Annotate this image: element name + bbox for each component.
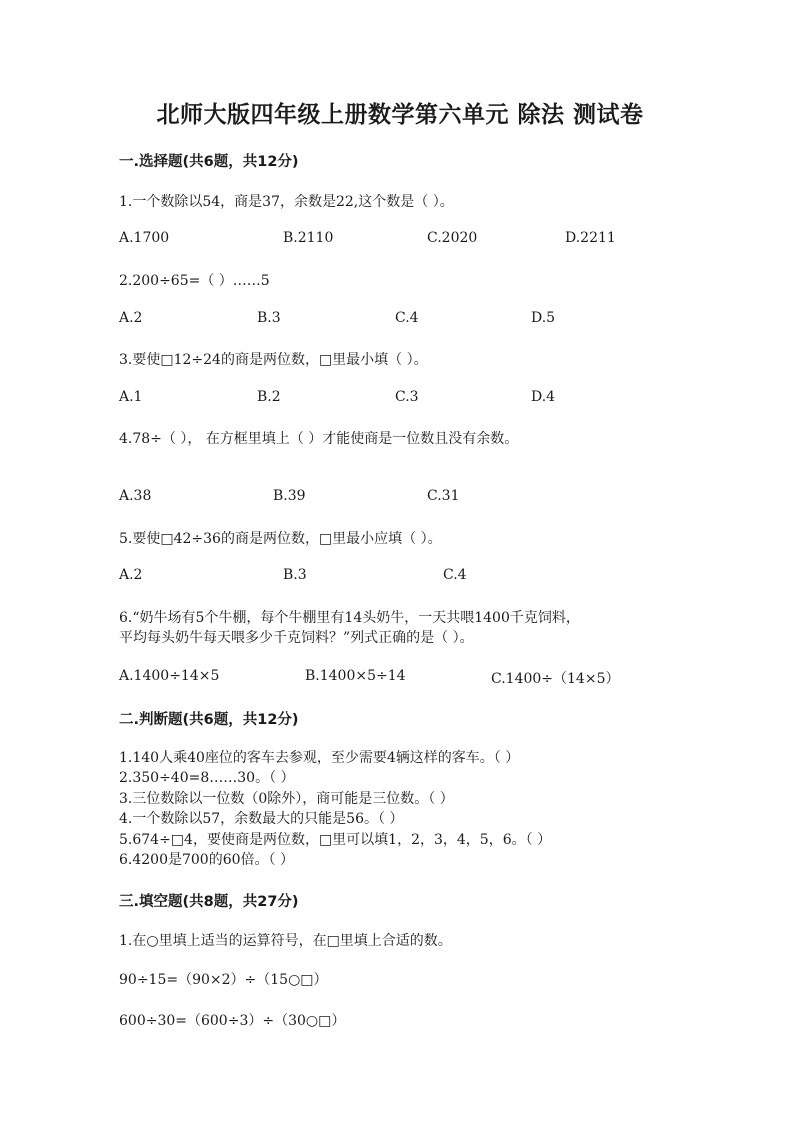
- judgement-item-6: 6.4200是700的60倍。（ ）: [119, 852, 294, 868]
- option-c: C.31: [427, 488, 460, 504]
- option-a: A.2: [119, 567, 143, 583]
- option-b: B.1400×5÷14: [305, 668, 406, 684]
- option-b: B.2: [257, 389, 281, 405]
- option-d: D.2211: [565, 230, 616, 246]
- option-a: A.2: [119, 310, 143, 326]
- option-d: D.5: [531, 310, 556, 326]
- option-b: B.39: [273, 488, 306, 504]
- question-3: 3.要使□12÷24的商是两位数，□里最小填（ ）。: [119, 352, 428, 368]
- judgement-item-1: 1.140人乘40座位的客车去参观，至少需要4辆这样的客车。（ ）: [119, 750, 520, 766]
- option-c: C.2020: [427, 230, 478, 246]
- option-c: C.3: [395, 389, 419, 405]
- option-b: B.3: [257, 310, 281, 326]
- option-b: B.2110: [283, 230, 334, 246]
- equation-1: 90÷15=（90×2）÷（15○□）: [119, 972, 328, 988]
- option-a: A.1: [119, 389, 143, 405]
- equation-2: 600÷30=（600÷3）÷（30○□）: [119, 1013, 346, 1029]
- question-2: 2.200÷65=（ ）……5: [119, 273, 270, 289]
- judgement-item-2: 2.350÷40=8……30。（ ）: [119, 770, 295, 786]
- judgement-item-4: 4.一个数除以57，余数最大的只能是56。（ ）: [119, 811, 404, 827]
- question-6-line-1: 6.“奶牛场有5个牛棚，每个牛棚里有14头奶牛，一天共喂1400千克饲料，: [119, 610, 580, 626]
- section-heading-judgement: 二.判断题(共6题，共12分): [119, 712, 299, 728]
- question-5: 5.要使□42÷36的商是两位数，□里最小应填（ ）。: [119, 531, 442, 547]
- option-b: B.3: [283, 567, 307, 583]
- option-c: C.4: [395, 310, 419, 326]
- option-a: A.1700: [119, 230, 170, 246]
- section-heading-choice: 一.选择题(共6题，共12分): [119, 154, 299, 170]
- option-c: C.4: [443, 567, 467, 583]
- option-a: A.1400÷14×5: [119, 668, 220, 684]
- question-6-line-2: 平均每头奶牛每天喂多少千克饲料？”列式正确的是（ ）。: [119, 630, 474, 646]
- section-heading-fill-in: 三.填空题(共8题，共27分): [119, 894, 299, 910]
- question-4: 4.78÷（ ）， 在方框里填上（ ）才能使商是一位数且没有余数。: [119, 431, 519, 447]
- question-1: 1.一个数除以54，商是37，余数是22,这个数是（ ）。: [119, 194, 454, 210]
- option-c: C.1400÷（14×5）: [491, 671, 620, 687]
- judgement-item-5: 5.674÷□4，要使商是两位数，□里可以填1，2，3，4，5，6。（ ）: [119, 832, 552, 848]
- judgement-item-3: 3.三位数除以一位数（0除外），商可能是三位数。（ ）: [119, 791, 454, 807]
- page-title: 北师大版四年级上册数学第六单元 除法 测试卷: [156, 102, 644, 128]
- option-a: A.38: [119, 488, 152, 504]
- option-d: D.4: [531, 389, 556, 405]
- fill-question-1: 1.在○里填上适当的运算符号，在□里填上合适的数。: [119, 933, 452, 949]
